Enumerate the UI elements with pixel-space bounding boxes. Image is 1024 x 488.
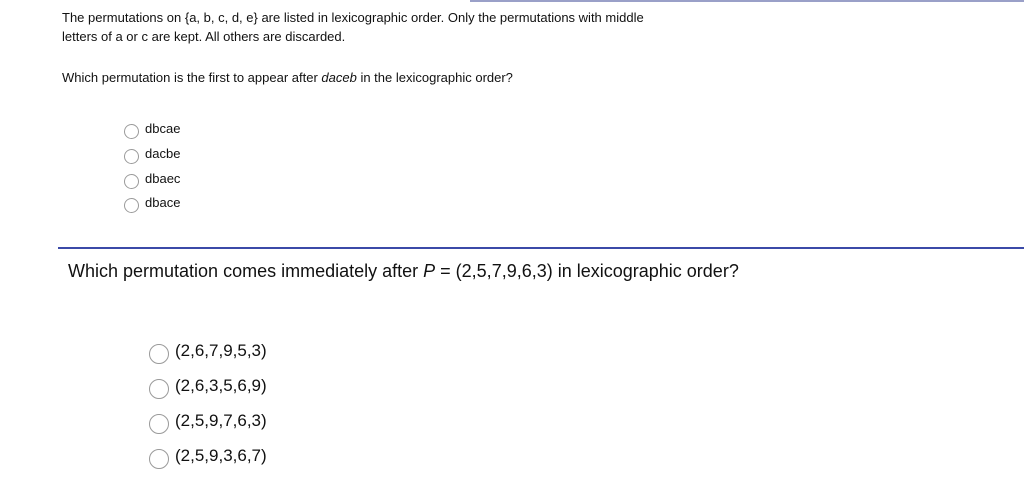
radio-button[interactable] (149, 414, 169, 434)
radio-button[interactable] (149, 449, 169, 469)
question-2-option[interactable] (149, 368, 267, 403)
radio-button[interactable] (124, 198, 139, 213)
question-2-prompt-variable: P (423, 261, 436, 281)
question-2-prompt-start: Which permutation comes immediately after (68, 261, 424, 281)
question-1-options (124, 117, 180, 216)
question-1-option[interactable] (124, 191, 180, 216)
question-1-option[interactable] (124, 117, 180, 142)
question-1-prompt-emphasis: daceb (321, 70, 357, 85)
radio-button[interactable] (149, 379, 169, 399)
question-2-options (149, 333, 267, 473)
question-1-intro-line-2: letters of a or c are kept. All others are discarded. (62, 29, 346, 44)
top-divider (470, 0, 1024, 2)
question-1-option[interactable] (124, 166, 180, 191)
option-label: (2,5,9,3,6,7) (175, 445, 267, 465)
question-2-option[interactable] (149, 438, 267, 473)
radio-button[interactable] (124, 124, 139, 139)
option-label: dacbe (145, 146, 181, 162)
question-2-prompt (68, 259, 739, 283)
option-label: (2,5,9,7,6,3) (175, 410, 267, 430)
option-label: dbace (145, 195, 181, 211)
question-1-intro-line-1: The permutations on {a, b, c, d, e} are listed in lexicographic order. Only the permutations with middle (62, 10, 644, 25)
radio-button[interactable] (124, 149, 139, 164)
option-label: (2,6,7,9,5,3) (175, 340, 267, 360)
question-1-prompt (62, 68, 822, 87)
option-label: dbcae (145, 121, 181, 137)
option-label: dbaec (145, 170, 181, 186)
question-2-option[interactable] (149, 333, 267, 368)
question-2-prompt-end: = (2,5,7,9,6,3) in lexicographic order? (435, 261, 739, 281)
section-divider (58, 247, 1024, 249)
radio-button[interactable] (124, 174, 139, 189)
question-2-option[interactable] (149, 403, 267, 438)
question-1-option[interactable] (124, 142, 180, 167)
question-1-prompt-end: in the lexicographic order? (356, 70, 513, 85)
option-label: (2,6,3,5,6,9) (175, 375, 267, 395)
radio-button[interactable] (149, 344, 169, 364)
question-1-prompt-start: Which permutation is the first to appear after (62, 70, 322, 85)
question-1 (62, 8, 822, 87)
